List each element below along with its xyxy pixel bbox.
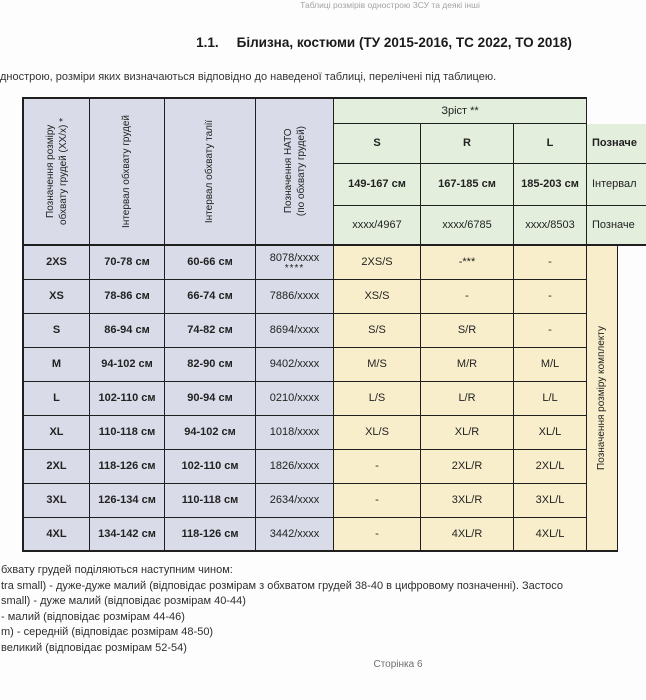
intro-text: днострою, розміри яких визначаються відповідно до наведеної таблиці, перелічені під таблицею. [0,71,497,83]
zrist-header: Зріст ** [334,97,587,124]
combo-r-4XL: 4XL/R [421,518,514,552]
footnote-line-3: small) - дуже малий (відповідає розмірам 40-44) [1,595,246,608]
chest-cell-2XL: 118-126 см [90,450,165,484]
combo-s-2XL: - [334,450,421,484]
size-cell-3XL: 3XL [22,484,90,518]
height-nato-2: xxxx/6785 [421,206,514,246]
size-cell-4XL: 4XL [22,518,90,552]
size-cell-XS: XS [22,280,90,314]
size-cell-L: L [22,382,90,416]
combo-l-M: M/L [514,348,587,382]
combo-l-2XL: 2XL/L [514,450,587,484]
nato-cell-L: 0210/xxxx [256,382,334,416]
chest-cell-L: 102-110 см [90,382,165,416]
footnote-line-6: великий (відповідає розмірам 52-54) [1,641,187,654]
section-number: 1.1. [196,35,219,50]
combo-r-L: L/R [421,382,514,416]
nato-cell-XL: 1018/xxxx [256,416,334,450]
combo-l-XL: XL/L [514,416,587,450]
nato-cell-2XS: 8078/xxxx **** [256,246,334,280]
col-header-vertical-3: Інтервал обхвату талії [165,97,256,246]
chest-cell-M: 94-102 см [90,348,165,382]
waist-cell-2XL: 102-110 см [165,450,256,484]
waist-cell-3XL: 110-118 см [165,484,256,518]
combo-l-L: L/L [514,382,587,416]
nato-cell-4XL: 3442/xxxx [256,518,334,552]
col-header-vertical-4: Позначення НАТО (по обхвату грудей) [256,97,334,246]
combo-s-XL: XL/S [334,416,421,450]
combo-r-2XL: 2XL/R [421,450,514,484]
combo-r-2XS: -*** [421,246,514,280]
height-col-L: L [514,124,587,164]
clipped-right-area [618,246,646,552]
chest-cell-XL: 110-118 см [90,416,165,450]
height-nato-3: xxxx/8503 [514,206,587,246]
waist-cell-S: 74-82 см [165,314,256,348]
waist-cell-2XS: 60-66 см [165,246,256,280]
right-label-1: Позначе [587,124,646,164]
nato-cell-S: 8694/xxxx [256,314,334,348]
size-cell-2XL: 2XL [22,450,90,484]
footnote-line-2: tra small) - дуже-дуже малий (відповідає розмірам з обхватом грудей 38-40 в цифровому позначенні). Застосо [1,579,564,592]
chest-cell-2XS: 70-78 см [90,246,165,280]
section-title-text: Білизна, костюми (ТУ 2015-2016, ТС 2022, ТО 2018) [236,35,572,50]
section-title [0,35,646,50]
nato-cell-M: 9402/xxxx [256,348,334,382]
combo-l-2XS: - [514,246,587,280]
footnotes [1,563,646,657]
height-interval-2: 167-185 см [421,164,514,206]
page-number: Сторінка 6 [373,659,423,670]
size-cell-M: M [22,348,90,382]
combo-l-S: - [514,314,587,348]
combo-s-2XS: 2XS/S [334,246,421,280]
combo-l-XS: - [514,280,587,314]
size-cell-XL: XL [22,416,90,450]
size-cell-S: S [22,314,90,348]
chest-cell-3XL: 126-134 см [90,484,165,518]
size-table [22,97,646,552]
waist-cell-XS: 66-74 см [165,280,256,314]
right-label-3: Позначе [587,206,646,246]
waist-cell-4XL: 118-126 см [165,518,256,552]
height-nato-1: xxxx/4967 [334,206,421,246]
chest-cell-4XL: 134-142 см [90,518,165,552]
combo-s-XS: XS/S [334,280,421,314]
col-header-vertical-2: Інтервал обхвату грудей [90,97,165,246]
height-interval-3: 185-203 см [514,164,587,206]
waist-cell-L: 90-94 см [165,382,256,416]
chest-cell-XS: 78-86 см [90,280,165,314]
combo-r-XS: - [421,280,514,314]
chest-cell-S: 86-94 см [90,314,165,348]
vertical-combo-label: Позначення розміру комплекту [587,246,618,552]
combo-s-4XL: - [334,518,421,552]
footnote-line-1: бхвату грудей поділяються наступним чином: [1,564,233,576]
height-col-R: R [421,124,514,164]
combo-l-3XL: 3XL/L [514,484,587,518]
nato-cell-3XL: 2634/xxxx [256,484,334,518]
combo-r-3XL: 3XL/R [421,484,514,518]
combo-s-L: L/S [334,382,421,416]
waist-cell-XL: 94-102 см [165,416,256,450]
combo-s-3XL: - [334,484,421,518]
combo-s-M: M/S [334,348,421,382]
size-cell-2XS: 2XS [22,246,90,280]
combo-r-S: S/R [421,314,514,348]
combo-r-M: M/R [421,348,514,382]
running-header: Таблиці розмірів однострою ЗСУ та деякі інші [300,0,480,10]
footnote-line-5: m) - середній (відповідає розмірам 48-50) [1,626,214,639]
combo-r-XL: XL/R [421,416,514,450]
col-header-vertical-1: Позначення розміру обхвату грудей (XX/x) * [22,97,90,246]
nato-cell-2XL: 1826/xxxx [256,450,334,484]
nato-cell-XS: 7886/xxxx [256,280,334,314]
waist-cell-M: 82-90 см [165,348,256,382]
right-label-2: Інтервал [587,164,646,206]
height-col-S: S [334,124,421,164]
height-interval-1: 149-167 см [334,164,421,206]
combo-s-S: S/S [334,314,421,348]
combo-l-4XL: 4XL/L [514,518,587,552]
footnote-line-4: - малий (відповідає розмірам 44-46) [1,610,185,623]
